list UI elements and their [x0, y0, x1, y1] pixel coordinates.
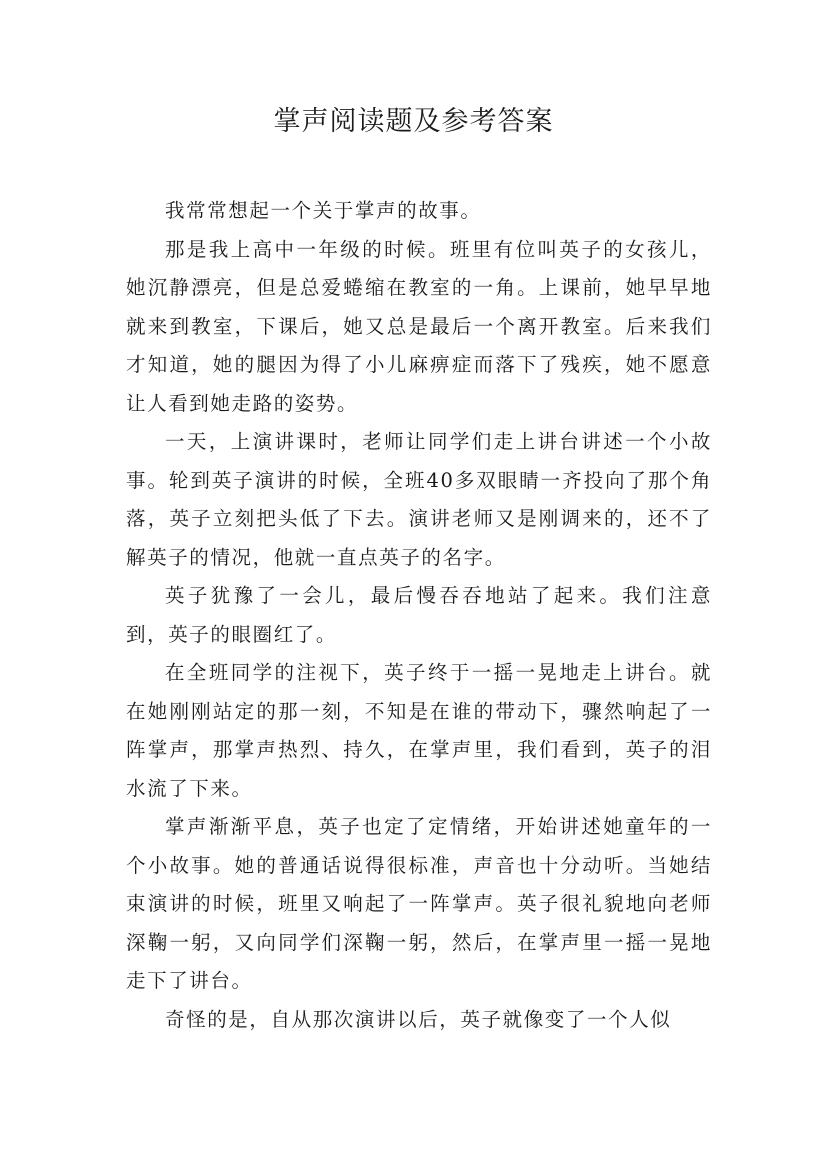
paragraph: 我常常想起一个关于掌声的故事。	[165, 199, 482, 222]
paragraph: 英子犹豫了一会儿，最后慢吞吞地站了起来。我们注意到，英子的眼圈红了。	[126, 584, 712, 646]
paragraph: 奇怪的是，自从那次演讲以后，英子就像变了一个人似	[165, 1007, 672, 1031]
paragraph: 那是我上高中一年级的时候。班里有位叫英子的女孩儿，她沉静漂亮，但是总爱蜷缩在教室的一角。上课前，她早早地就来到教室，下课后，她又总是最后一个离开教室。后来我们才知道，她的腿因为得了小儿麻痹症而落下了残疾，她不愿意让人看到她走路的姿势。	[126, 237, 712, 415]
paragraph: 一天，上演讲课时，老师让同学们走上讲台讲述一个小故事。轮到英子演讲的时候，全班40多双眼睛一齐投向了那个角落，英子立刻把头低了下去。演讲老师又是刚调来的，还不了解英子的情况，他就一直点英子的名字。	[126, 430, 712, 569]
document-title: 掌声阅读题及参考答案	[273, 106, 554, 137]
paragraph: 掌声渐渐平息，英子也定了定情绪，开始讲述她童年的一个小故事。她的普通话说得很标准，声音也十分动听。当她结束演讲的时候，班里又响起了一阵掌声。英子很礼貌地向老师深鞠一躬，又向同学们深鞠一躬，然后，在掌声里一摇一晃地走下了讲台。	[126, 815, 712, 992]
paragraph: 在全班同学的注视下，英子终于一摇一晃地走上讲台。就在她刚刚站定的那一刻，不知是在谁的带动下，骤然响起了一阵掌声，那掌声热烈、持久，在掌声里，我们看到，英子的泪水流了下来。	[126, 661, 712, 800]
document-body	[126, 192, 712, 1039]
